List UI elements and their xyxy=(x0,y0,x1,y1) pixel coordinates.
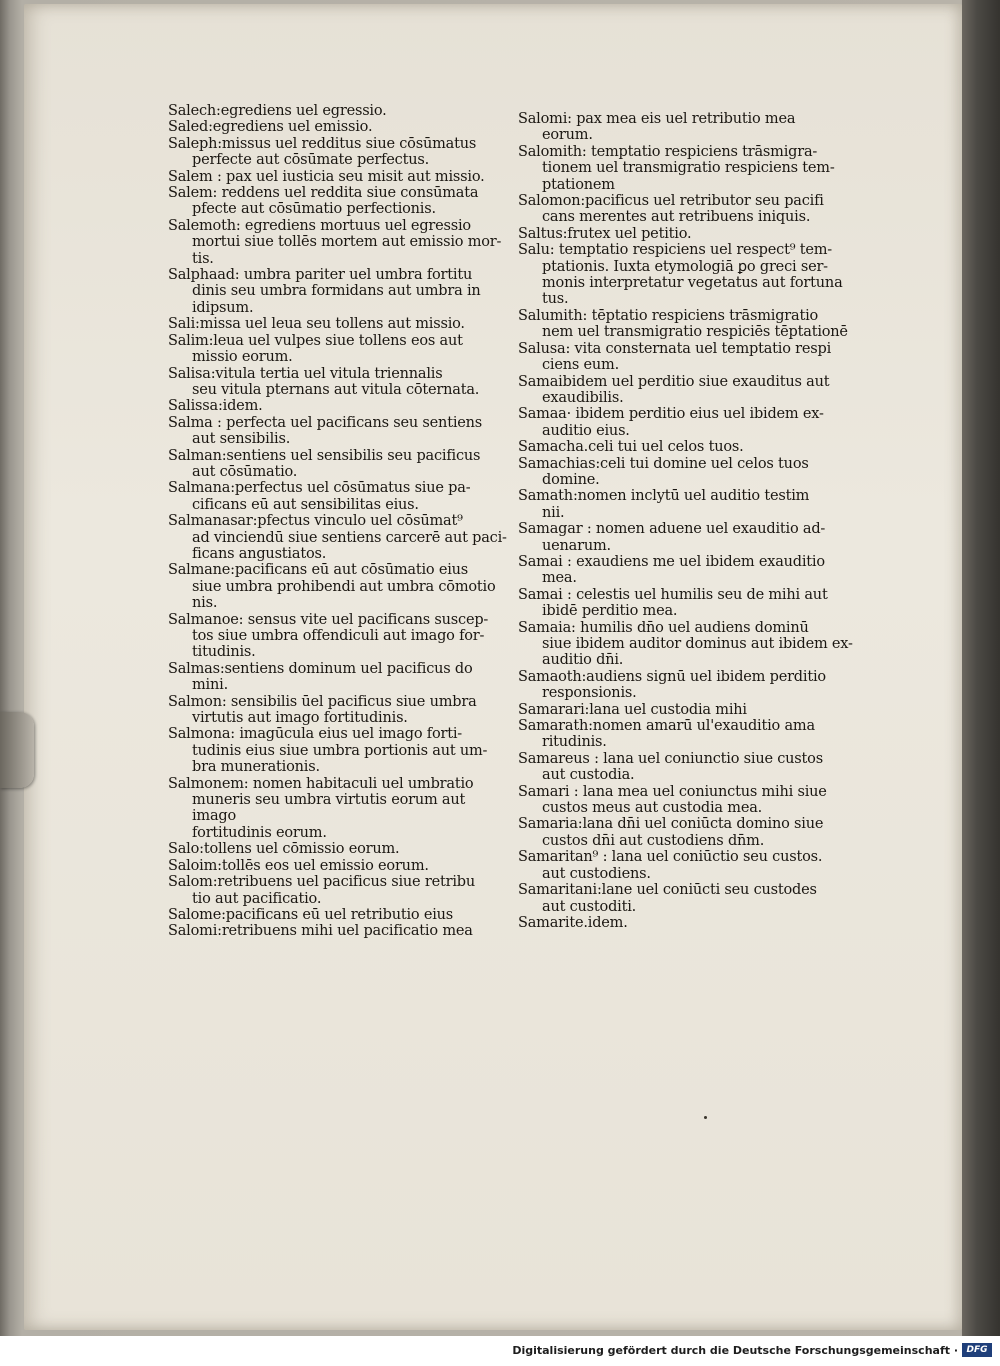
lexicon-entry xyxy=(168,858,508,874)
entry-line: Salusa: vita consternata uel temptatio respi xyxy=(518,340,832,357)
entry-line: ibidē perditio mea. xyxy=(542,603,678,620)
lexicon-entry xyxy=(518,374,864,407)
entry-line: Saled:egrediens uel emissio. xyxy=(168,119,373,136)
right-text-column xyxy=(518,111,864,931)
entry-line: ptationem xyxy=(542,176,615,193)
entry-line: siue umbra prohibendi aut umbra cōmotio xyxy=(192,578,496,595)
entry-line: mea. xyxy=(542,570,577,587)
entry-line: Saloim:tollēs eos uel emissio eorum. xyxy=(168,857,429,874)
lexicon-entry xyxy=(518,915,864,931)
lexicon-entry xyxy=(168,907,508,923)
entry-line: Salech:egrediens uel egressio. xyxy=(168,103,387,119)
lexicon-entry xyxy=(518,849,864,882)
lexicon-entry xyxy=(168,185,508,218)
entry-line: missio eorum. xyxy=(192,349,293,366)
entry-line: tis. xyxy=(192,250,214,267)
entry-line: seu vitula pternans aut vitula cōternata. xyxy=(192,381,480,398)
entry-line: titudinis. xyxy=(192,644,256,661)
entry-line: Samaia: humilis dn̄o uel audiens dominū xyxy=(518,619,809,636)
lexicon-entry xyxy=(518,439,864,455)
left-text-column xyxy=(168,103,508,940)
lexicon-entry xyxy=(518,718,864,751)
entry-line: ficans angustiatos. xyxy=(192,545,327,562)
lexicon-entry xyxy=(168,267,508,316)
dfg-credit-text: Digitalisierung gefördert durch die Deutsche Forschungsgemeinschaft · xyxy=(512,1344,958,1357)
entry-line: Salu: temptatio respiciens uel respect⁹ tem- xyxy=(518,242,832,259)
entry-line: siue ibidem auditor dominus aut ibidem ex- xyxy=(542,636,853,652)
entry-line: responsionis. xyxy=(542,685,637,702)
lexicon-entry xyxy=(518,784,864,817)
lexicon-entry xyxy=(518,488,864,521)
entry-line: Samai : celestis uel humilis seu de mihi aut xyxy=(518,586,828,603)
lexicon-entry xyxy=(168,448,508,481)
lexicon-entry xyxy=(518,816,864,849)
entry-line: uenarum. xyxy=(542,537,611,554)
entry-line: Salem: reddens uel reddita siue consūmata xyxy=(168,185,479,202)
entry-line: aut sensibilis. xyxy=(192,431,291,448)
entry-line: Saleph:missus uel redditus siue cōsūmatus xyxy=(168,135,477,152)
entry-line: Samacha.celi tui uel celos tuos. xyxy=(518,439,744,456)
entry-line: Samaritani:lane uel coniūcti seu custodes xyxy=(518,882,817,899)
entry-line: Samari : lana mea uel coniunctus mihi siue xyxy=(518,783,827,800)
entry-line: Salim:leua uel vulpes siue tollens eos aut xyxy=(168,332,463,349)
lexicon-entry xyxy=(518,193,864,226)
entry-line: tos siue umbra offendiculi aut imago for- xyxy=(192,628,485,644)
lexicon-entry xyxy=(168,333,508,366)
entry-line: Samarath:nomen amarū ul'exauditio ama xyxy=(518,718,815,735)
entry-line: Salma : perfecta uel pacificans seu sentiens xyxy=(168,414,483,431)
entry-line: Salmanasar:pfectus vinculo uel cōsūmat⁹ xyxy=(168,513,463,530)
lexicon-entry xyxy=(168,923,508,939)
lexicon-entry xyxy=(168,218,508,267)
entry-line: aut custoditi. xyxy=(542,898,637,915)
lexicon-entry xyxy=(518,144,864,193)
entry-line: Salo:tollens uel cōmissio eorum. xyxy=(168,841,400,858)
entry-line: Salemoth: egrediens mortuus uel egressio xyxy=(168,217,471,234)
lexicon-entry xyxy=(168,316,508,332)
entry-line: Salmona: imagūcula eius uel imago forti- xyxy=(168,726,462,743)
entry-line: Samaria:lana dn̄i uel coniūcta domino siue xyxy=(518,816,824,833)
entry-line: nii. xyxy=(542,504,565,521)
lexicon-entry xyxy=(168,612,508,661)
lexicon-entry xyxy=(168,398,508,414)
page-clip xyxy=(0,712,34,788)
entry-line: Salumith: tēptatio respiciens trāsmigratio xyxy=(518,307,819,324)
entry-line: nis. xyxy=(192,595,218,612)
lexicon-entry xyxy=(168,366,508,399)
entry-line: nem uel transmigratio respiciēs tēptationē xyxy=(542,324,848,341)
entry-line: idipsum. xyxy=(192,299,254,316)
lexicon-entry xyxy=(168,119,508,135)
entry-line: Sali:missa uel leua seu tollens aut missio. xyxy=(168,316,465,333)
dfg-logo: DFG xyxy=(962,1343,992,1357)
entry-line: Samarite.idem. xyxy=(518,914,628,931)
entry-line: aut custodiens. xyxy=(542,865,651,882)
entry-line: Samath:nomen inclytū uel auditio testim xyxy=(518,488,810,505)
lexicon-entry xyxy=(168,415,508,448)
lexicon-entry xyxy=(518,406,864,439)
lexicon-entry xyxy=(168,103,508,119)
lexicon-entry xyxy=(518,456,864,489)
entry-line: Samareus : lana uel coniunctio siue custos xyxy=(518,750,823,767)
entry-line: Samaa· ibidem perditio eius uel ibidem ex- xyxy=(518,406,824,423)
entry-line: Salman:sentiens uel sensibilis seu pacificus xyxy=(168,447,481,464)
entry-line: Salomon:pacificus uel retributor seu pacifi xyxy=(518,193,824,210)
entry-line: monis interpretatur vegetatus aut fortuna xyxy=(542,275,843,292)
entry-line: eorum. xyxy=(542,127,593,144)
entry-line: Salmas:sentiens dominum uel pacificus do xyxy=(168,660,473,677)
entry-line: Salomi: pax mea eis uel retributio mea xyxy=(518,111,796,127)
entry-line: Salmane:pacificans eū aut cōsūmatio eius xyxy=(168,562,469,579)
entry-line: Samaoth:audiens signū uel ibidem perditio xyxy=(518,668,826,685)
book-binding-edge xyxy=(962,0,1000,1336)
entry-line: Salem : pax uel iusticia seu misit aut missio. xyxy=(168,168,485,185)
entry-line: Salome:pacificans eū uel retributio eius xyxy=(168,906,454,923)
lexicon-entry xyxy=(518,882,864,915)
lexicon-entry xyxy=(518,308,864,341)
entry-line: perfecte aut cōsūmate perfectus. xyxy=(192,152,430,169)
lexicon-entry xyxy=(168,562,508,611)
entry-line: domine. xyxy=(542,471,600,488)
entry-line: Salomi:retribuens mihi uel pacificatio mea xyxy=(168,923,473,940)
lexicon-entry xyxy=(518,242,864,308)
entry-line: Salmon: sensibilis ūel pacificus siue umbra xyxy=(168,693,477,710)
lexicon-entry xyxy=(518,341,864,374)
entry-line: mini. xyxy=(192,677,228,694)
lexicon-entry xyxy=(168,776,508,842)
entry-line: Samaritan⁹ : lana uel coniūctio seu custos. xyxy=(518,849,823,866)
lexicon-entry xyxy=(518,226,864,242)
entry-line: Salmonem: nomen habitaculi uel umbratio xyxy=(168,775,474,792)
entry-line: ad vinciendū siue sentiens carcerē aut paci- xyxy=(192,529,507,546)
entry-line: ciens eum. xyxy=(542,357,620,374)
entry-line: exaudibilis. xyxy=(542,389,624,406)
entry-line: ritudinis. xyxy=(542,734,607,751)
entry-line: Samai : exaudiens me uel ibidem exauditio xyxy=(518,553,825,570)
entry-line: custos dn̄i aut custodiens dn̄m. xyxy=(542,832,765,849)
lexicon-entry xyxy=(168,726,508,775)
entry-line: auditio dn̄i. xyxy=(542,652,624,669)
entry-line: Saltus:frutex uel petitio. xyxy=(518,225,692,242)
entry-line: Samachias:celi tui domine uel celos tuos xyxy=(518,455,809,472)
entry-line: auditio eius. xyxy=(542,422,630,439)
entry-line: muneris seu umbra virtutis eorum aut imago xyxy=(192,792,466,825)
lexicon-entry xyxy=(518,702,864,718)
lexicon-entry xyxy=(518,554,864,587)
entry-line: tio aut pacificatio. xyxy=(192,890,322,907)
entry-line: ptationis. Iuxta etymologiā ꝑo greci ser- xyxy=(542,258,828,275)
entry-line: Salom:retribuens uel pacificus siue retribu xyxy=(168,874,475,891)
entry-line: Samagar : nomen aduene uel exauditio ad- xyxy=(518,521,826,538)
lexicon-entry xyxy=(168,874,508,907)
lexicon-entry xyxy=(518,620,864,669)
lexicon-entry xyxy=(168,661,508,694)
entry-line: Salissa:idem. xyxy=(168,398,263,415)
entry-line: Salmanoe: sensus vite uel pacificans suscep- xyxy=(168,611,489,628)
entry-line: Samaibidem uel perditio siue exauditus aut xyxy=(518,373,830,390)
entry-line: Salphaad: umbra pariter uel umbra fortitu xyxy=(168,267,473,284)
lexicon-entry xyxy=(168,841,508,857)
ink-speck xyxy=(704,1116,707,1119)
lexicon-entry xyxy=(168,136,508,169)
entry-line: bra munerationis. xyxy=(192,759,320,776)
entry-line: tionem uel transmigratio respiciens tem- xyxy=(542,160,835,177)
entry-line: aut custodia. xyxy=(542,767,635,784)
lexicon-entry xyxy=(168,694,508,727)
entry-line: mortui siue tollēs mortem aut emissio mor- xyxy=(192,234,502,251)
lexicon-entry xyxy=(168,513,508,562)
entry-line: Salomith: temptatio respiciens trāsmigra- xyxy=(518,143,818,160)
entry-line: pfecte aut cōsūmatio perfectionis. xyxy=(192,201,436,218)
entry-line: custos meus aut custodia mea. xyxy=(542,800,763,817)
entry-line: cans merentes aut retribuens iniquis. xyxy=(542,209,811,226)
entry-line: aut cōsūmatio. xyxy=(192,463,298,480)
lexicon-entry xyxy=(518,669,864,702)
lexicon-entry xyxy=(168,169,508,185)
lexicon-entry xyxy=(518,587,864,620)
lexicon-entry xyxy=(168,480,508,513)
entry-line: dinis seu umbra formidans aut umbra in xyxy=(192,283,481,300)
lexicon-entry xyxy=(518,751,864,784)
entry-line: tus. xyxy=(542,291,569,308)
entry-line: tudinis eius siue umbra portionis aut um- xyxy=(192,742,488,759)
entry-line: Samarari:lana uel custodia mihi xyxy=(518,701,747,718)
entry-line: Salmana:perfectus uel cōsūmatus siue pa- xyxy=(168,480,471,497)
entry-line: cificans eū aut sensibilitas eius. xyxy=(192,496,419,513)
entry-line: virtutis aut imago fortitudinis. xyxy=(192,710,408,727)
lexicon-entry xyxy=(518,111,864,144)
entry-line: Salisa:vitula tertia uel vitula triennalis xyxy=(168,365,443,382)
entry-line: fortitudinis eorum. xyxy=(192,824,327,841)
lexicon-entry xyxy=(518,521,864,554)
